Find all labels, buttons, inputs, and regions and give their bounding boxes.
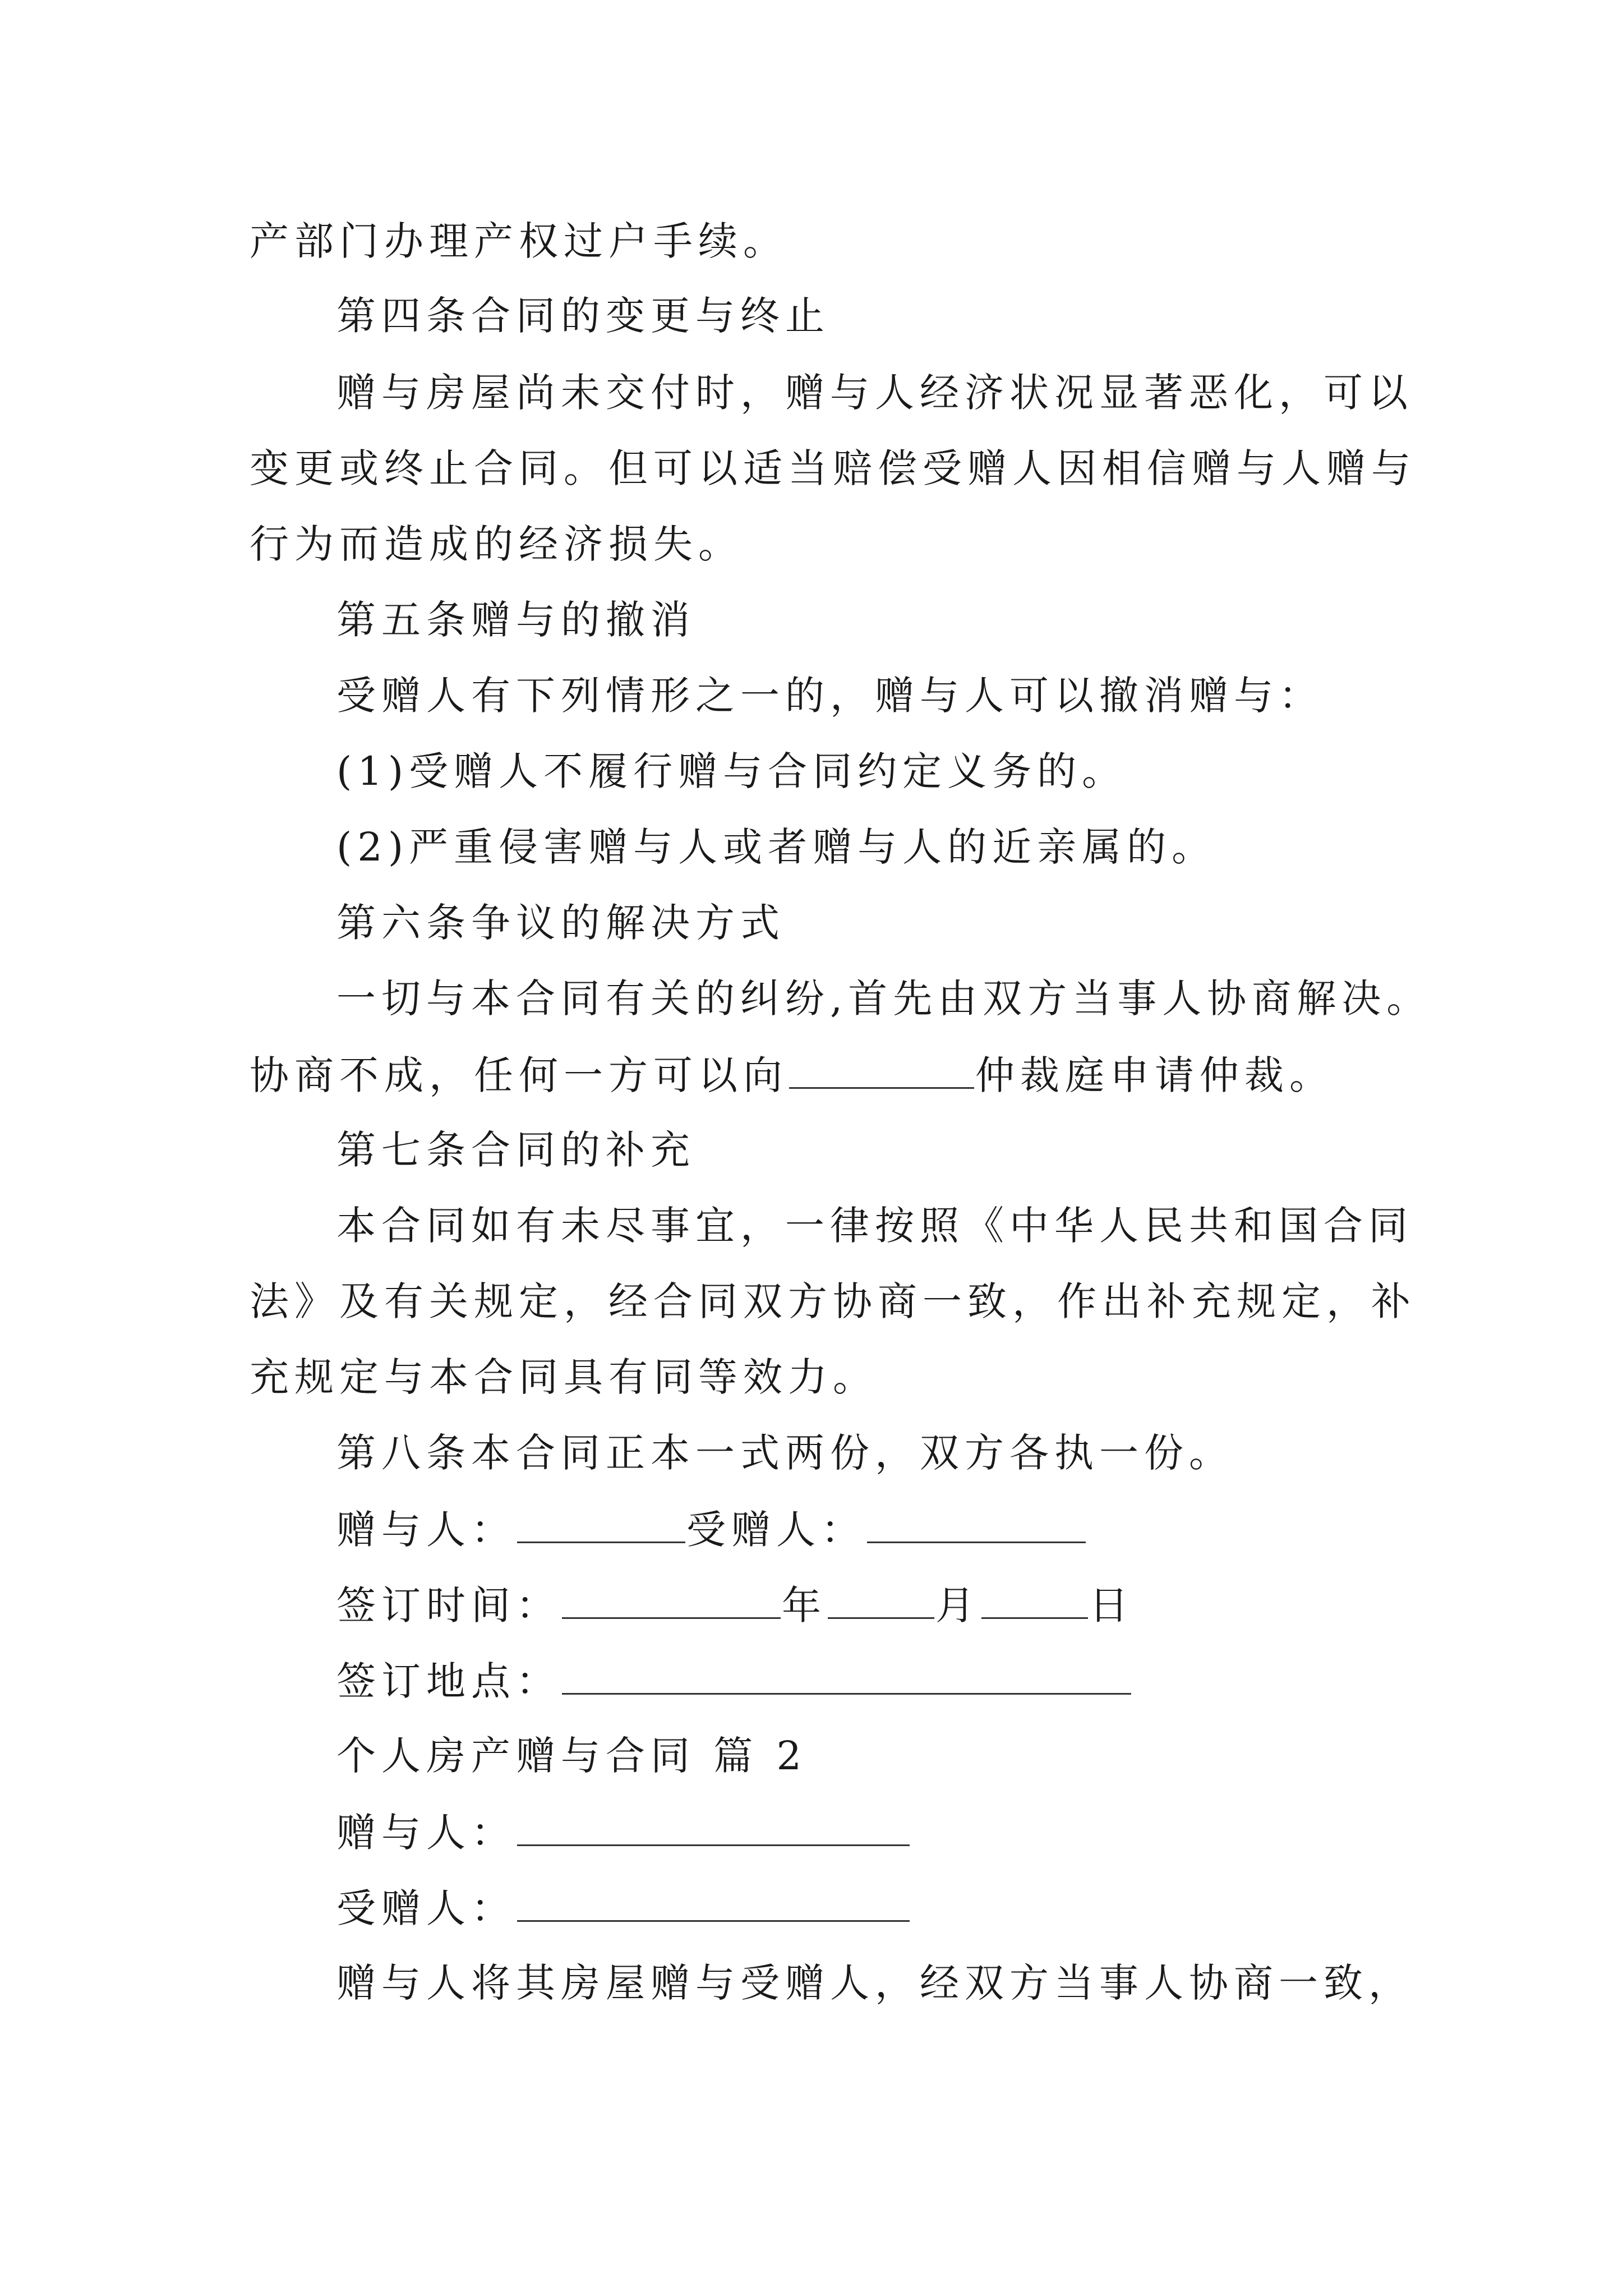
paragraph-line: 赠与人将其房屋赠与受赠人，经双方当事人协商一致，: [336, 1960, 1413, 2006]
signature-line: [336, 1507, 1087, 1553]
day-blank: [981, 1585, 1088, 1619]
paragraph-line: 充规定与本合同具有同等效力。: [250, 1354, 878, 1400]
month-label: 月: [935, 1582, 980, 1628]
donor-blank: [517, 1509, 685, 1543]
donee-label: 受赠人：: [686, 1507, 866, 1553]
place-blank: [562, 1660, 1131, 1695]
paragraph-line: 法》及有关规定，经合同双方协商一致，作出补充规定，补: [250, 1278, 1416, 1324]
paragraph-line: 一切与本合同有关的纠纷,首先由双方当事人协商解决。: [336, 976, 1432, 1022]
arbitration-prefix: 协商不成，任何一方可以向: [250, 1052, 788, 1098]
article-7-heading: 第七条合同的补充: [336, 1127, 695, 1173]
year-blank: [562, 1585, 781, 1619]
signing-date-line: [336, 1582, 1134, 1628]
donee-blank: [867, 1509, 1086, 1543]
paragraph-line: 赠与房屋尚未交付时，赠与人经济状况显著恶化，可以: [336, 370, 1413, 416]
list-item: (2)严重侵害赠与人或者赠与人的近亲属的。: [336, 824, 1217, 870]
paragraph-line: 产部门办理产权过户手续。: [250, 218, 788, 264]
donor-label: 赠与人：: [336, 1810, 516, 1856]
signing-place-label: 签订地点：: [336, 1658, 561, 1704]
donor-label: 赠与人：: [336, 1507, 516, 1553]
arbitration-blank: [789, 1055, 974, 1089]
signing-time-label: 签订时间：: [336, 1582, 561, 1628]
donee-blank: [517, 1888, 910, 1922]
list-item: (1)受赠人不履行赠与合同约定义务的。: [336, 748, 1127, 794]
paragraph-line: 本合同如有未尽事宜，一律按照《中华人民共和国合同: [336, 1203, 1413, 1249]
arbitration-line: [250, 1052, 1334, 1098]
donee-label: 受赠人：: [336, 1885, 516, 1931]
donor-blank: [517, 1812, 910, 1846]
year-label: 年: [782, 1582, 827, 1628]
part2-donor-line: [336, 1810, 911, 1856]
article-5-heading: 第五条赠与的撤消: [336, 597, 695, 643]
arbitration-suffix: 仲裁庭申请仲裁。: [975, 1052, 1334, 1098]
article-6-heading: 第六条争议的解决方式: [336, 900, 785, 946]
section-2-title: 个人房产赠与合同 篇 2: [336, 1733, 808, 1779]
part2-donee-line: [336, 1885, 911, 1931]
article-4-heading: 第四条合同的变更与终止: [336, 293, 830, 339]
signing-place-line: [336, 1658, 1132, 1704]
day-label: 日: [1089, 1582, 1134, 1628]
month-blank: [828, 1585, 934, 1619]
paragraph-line: 受赠人有下列情形之一的，赠与人可以撤消赠与：: [336, 673, 1324, 719]
paragraph-line: 变更或终止合同。但可以适当赔偿受赠人因相信赠与人赠与: [250, 445, 1416, 491]
paragraph-line: 行为而造成的经济损失。: [250, 521, 743, 567]
article-8-line: 第八条本合同正本一式两份，双方各执一份。: [336, 1430, 1234, 1476]
